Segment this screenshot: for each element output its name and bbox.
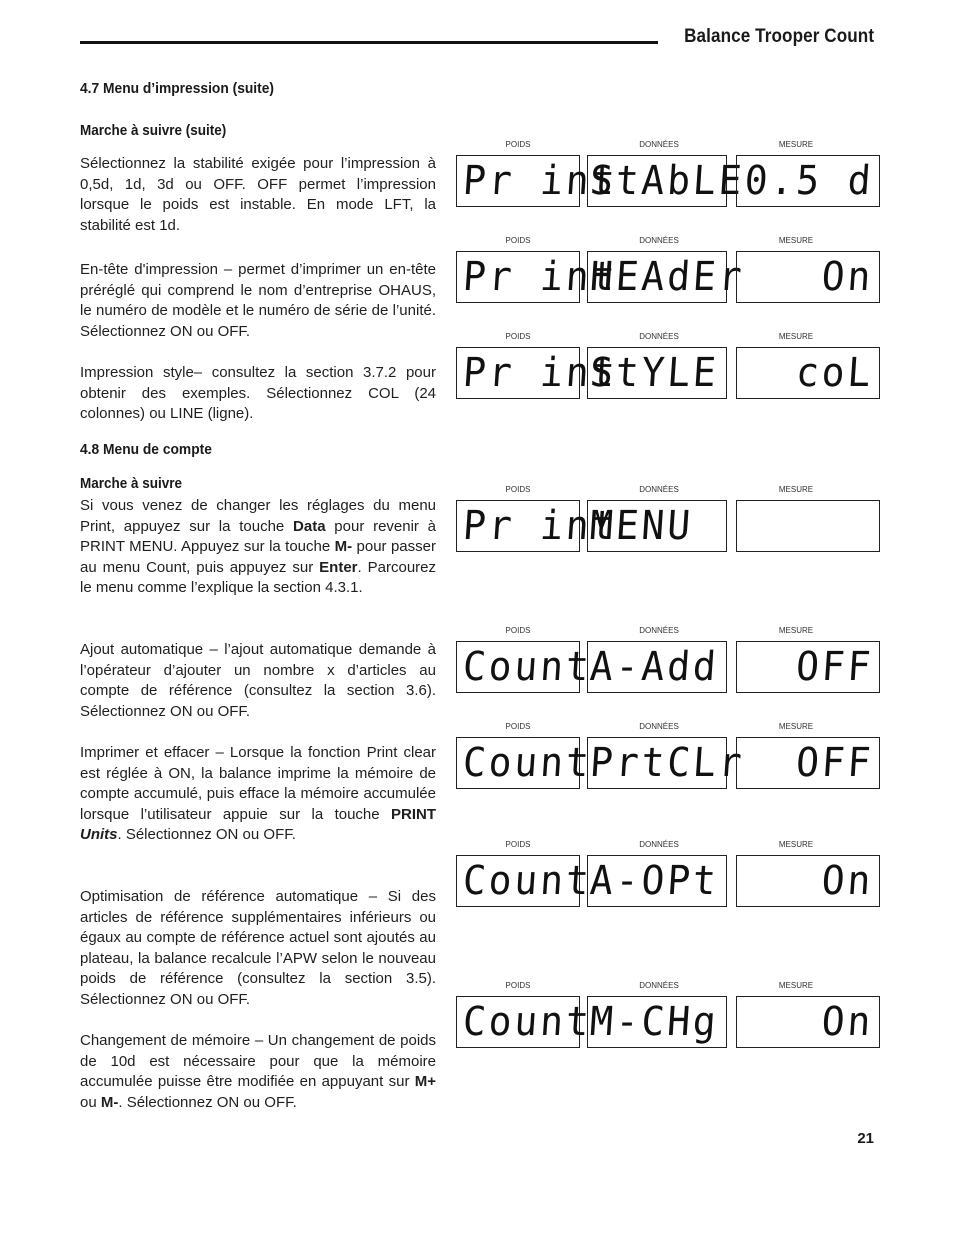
paragraph-count-menu (80, 496, 436, 599)
lcd-display-count-auto-add (456, 626, 880, 698)
paragraph-memory-change (80, 1031, 436, 1113)
data-label: DONNÉES (639, 840, 679, 849)
weight-readout: Count (461, 740, 594, 786)
unit-window (736, 155, 880, 207)
data-readout: M-CHg (588, 999, 721, 1045)
weight-window (456, 500, 619, 552)
section-4-7-subheading: Marche à suivre (suite) (80, 122, 227, 139)
weight-readout: Pr int (461, 503, 619, 549)
data-window (587, 855, 727, 907)
data-window (587, 500, 727, 552)
lcd-display-print-header (456, 236, 880, 308)
unit-readout: coL (794, 350, 875, 396)
unit-readout: On (820, 254, 875, 300)
weight-label: POIDS (505, 485, 531, 494)
paragraph-text: Ajout automatique – l’ajout automatique demande à l’opérateur d’ajouter un nombre x d’articles au compte de référence (consultez la section 3.6). Sélectionnez ON ou OFF. (80, 641, 436, 720)
data-readout: A-OPt (588, 858, 721, 904)
paragraph-header (80, 260, 436, 342)
paragraph-stability (80, 154, 436, 236)
paragraph-text: Imprimer et effacer – Lorsque la fonction Print clear est réglée à ON, la balance imprime la mémoire de compte accumulé, puis efface la mémoire accumulée lorsque l’utilisateur appuie sur la touche PRINT Units. Sélectionnez ON ou OFF. (80, 744, 436, 843)
data-label: DONNÉES (639, 981, 679, 990)
unit-label: MESURE (778, 332, 814, 341)
data-readout: StAbLE (588, 158, 746, 204)
unit-label: MESURE (778, 722, 814, 731)
unit-window (736, 641, 880, 693)
weight-window (456, 737, 594, 789)
weight-window (456, 996, 594, 1048)
data-window (587, 737, 746, 789)
paragraph-text: Si vous venez de changer les réglages du menu Print, appuyez sur la touche Data pour revenir à PRINT MENU. Appuyez sur la touche M- pour passer au menu Count, puis appuyez sur Enter. Parcourez le menu comme l’explique la section 4.3.1. (80, 497, 437, 596)
weight-readout: Pr int (461, 350, 619, 396)
section-4-8-subheading: Marche à suivre (80, 475, 183, 492)
unit-label: MESURE (778, 626, 814, 635)
weight-readout: Pr int (461, 158, 619, 204)
data-window (587, 155, 746, 207)
unit-window (736, 251, 880, 303)
data-label: DONNÉES (639, 140, 679, 149)
paragraph-print-clear (80, 743, 436, 846)
weight-label: POIDS (505, 981, 531, 990)
data-window (587, 641, 727, 693)
m-plus-key-label: M+ (414, 1073, 436, 1090)
lcd-display-print-menu (456, 485, 880, 557)
weight-label: POIDS (505, 626, 531, 635)
weight-window (456, 251, 619, 303)
weight-readout: Count (461, 999, 594, 1045)
paragraph-text: En-tête d'impression – permet d’imprimer un en-tête préréglé qui comprend le nom d’entreprise OHAUS, le numéro de modèle et le numéro de série de l’unité. Sélectionnez ON ou OFF. (80, 261, 436, 340)
unit-readout: 0.5 d (742, 158, 875, 204)
paragraph-style (80, 363, 436, 425)
data-window (587, 347, 727, 399)
section-4-7-heading: 4.7 Menu d’impression (suite) (80, 80, 275, 97)
unit-readout: On (820, 858, 875, 904)
unit-window (736, 996, 880, 1048)
section-4-8-heading: 4.8 Menu de compte (80, 441, 212, 458)
paragraph-auto-add (80, 640, 436, 722)
weight-window (456, 855, 594, 907)
data-label: DONNÉES (639, 236, 679, 245)
weight-window (456, 641, 594, 693)
weight-readout: Count (461, 858, 594, 904)
unit-readout: On (820, 999, 875, 1045)
paragraph-auto-optimization (80, 887, 436, 1010)
weight-label: POIDS (505, 140, 531, 149)
paragraph-text: Changement de mémoire – Un changement de poids de 10d est nécessaire pour que la mémoire accumulée puisse être modifiée en appuyant sur M+ ou M-. Sélectionnez ON ou OFF. (80, 1032, 436, 1111)
unit-readout: OFF (794, 740, 875, 786)
enter-key-label: Enter (319, 558, 358, 576)
weight-readout: Pr int (461, 254, 619, 300)
data-readout: HEAdEr (588, 254, 746, 300)
data-readout: A-Add (588, 644, 721, 690)
weight-readout: Count (461, 644, 594, 690)
unit-window (736, 737, 880, 789)
m-minus-key-label: M- (100, 1093, 119, 1111)
weight-label: POIDS (505, 722, 531, 731)
page-header-title: Balance Trooper Count (683, 26, 874, 47)
data-label: DONNÉES (639, 332, 679, 341)
data-label: DONNÉES (639, 485, 679, 494)
unit-label: MESURE (778, 840, 814, 849)
data-readout: StYLE (588, 350, 721, 396)
paragraph-text: Sélectionnez la stabilité exigée pour l’impression à 0,5d, 1d, 3d ou OFF. OFF permet l’impression lorsque le poids est instable. En mode LFT, la stabilité est 1d. (80, 155, 436, 234)
lcd-display-count-memory-change (456, 981, 880, 1053)
units-key-label: Units (80, 826, 118, 843)
print-key-label: PRINT (391, 805, 436, 823)
data-label: DONNÉES (639, 626, 679, 635)
data-readout: MENU (588, 503, 695, 549)
lcd-display-count-auto-optimization (456, 840, 880, 912)
data-label: DONNÉES (639, 722, 679, 731)
weight-window (456, 347, 619, 399)
weight-label: POIDS (505, 236, 531, 245)
weight-window (456, 155, 619, 207)
unit-window (736, 500, 880, 552)
lcd-display-print-stable (456, 140, 880, 212)
unit-label: MESURE (778, 485, 814, 494)
data-window (587, 996, 727, 1048)
unit-readout: OFF (794, 644, 875, 690)
paragraph-text: Optimisation de référence automatique – Si des articles de référence supplémentaires inférieurs ou égaux au compte de référence actuel sont ajoutés au plateau, la balance recalcule l’APW selon le nouveau poids de référence (consultez la section 3.5). Sélectionnez ON ou OFF. (80, 888, 436, 1008)
unit-label: MESURE (778, 140, 814, 149)
unit-label: MESURE (778, 981, 814, 990)
lcd-display-print-style (456, 332, 880, 404)
unit-label: MESURE (778, 236, 814, 245)
weight-label: POIDS (505, 332, 531, 341)
data-readout: PrtCLr (588, 740, 746, 786)
weight-label: POIDS (505, 840, 531, 849)
data-key-label: Data (293, 517, 326, 535)
m-minus-key-label: M- (334, 538, 353, 555)
header-rule (80, 41, 658, 44)
unit-window (736, 347, 880, 399)
data-window (587, 251, 746, 303)
unit-window (736, 855, 880, 907)
paragraph-text: Impression style– consultez la section 3.7.2 pour obtenir des exemples. Sélectionnez COL (24 colonnes) ou LINE (ligne). (80, 364, 436, 422)
lcd-display-count-print-clear (456, 722, 880, 794)
page-number: 21 (857, 1130, 874, 1147)
